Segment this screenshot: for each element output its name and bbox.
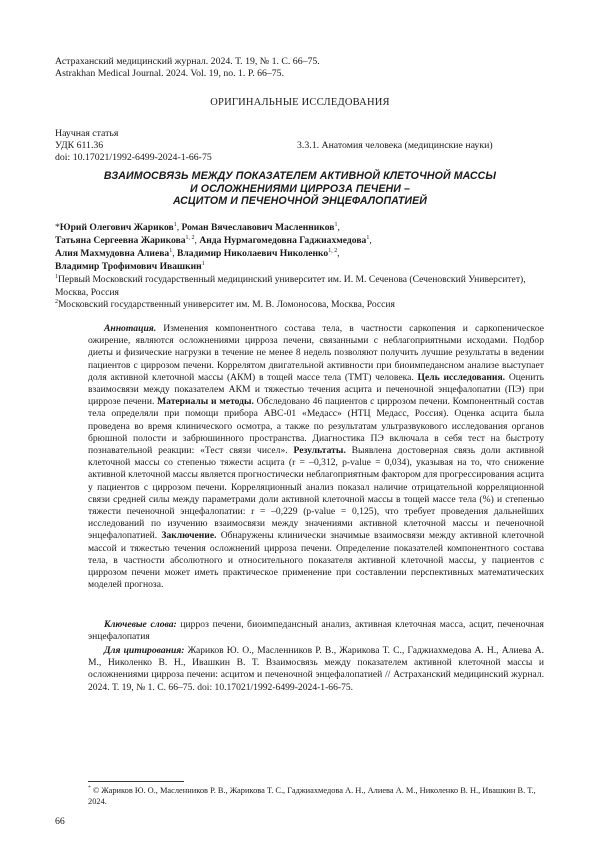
keywords: [88, 619, 544, 643]
keywords-label: Ключевые слова:: [104, 619, 177, 630]
footnote-divider: [88, 781, 184, 782]
affiliation-1: [55, 274, 555, 299]
affiliation-2: [55, 299, 555, 312]
results-label: Результаты.: [293, 445, 346, 457]
copyright-footnote: [88, 786, 544, 807]
udk-row: [55, 140, 555, 152]
author-name: Алия Махмудовна Алиева: [55, 248, 170, 259]
results-text: Выявлена достоверная связь доли активной клеточной массы со степенью тяжести асцита (r = –0,312, p-value = 0,034), указывая на то, что снижение активной клеточной массы является прогностически неблагоприятным фактором для прогрессирования асцита у пациентов с циррозом печени. Корреляционный анализ показал наличие отрицательной корреляционной связи средней силы между параметрами доли активной клеточной массы в тощей массе тела (%) и степенью тяжести печеночной энцефалопатии: r = –0,229 (p-value = 0,125), что требует проведения дальнейших исследований по изучению взаимосвязи между значениями активной клеточной массы и печеночной энцефалопатией.: [88, 445, 545, 542]
abstract-intro: Изменения компонентного состава тела, в частности саркопения и саркопеническое ожирение, являются осложнениями цирроза печени, связанными с неблагоприятными исходами. Подбор диеты и физические нагрузки в течение не менее 8 недель позволяют получить лучшие результаты в ведении пациентов с циррозом печени. Коррелятом двигательной активности при биоимпедансном анализе выступает доля активной клеточной массы (АКМ) в тощей массе тела (ТМТ) человека.: [88, 323, 544, 383]
specialty: 3.3.1. Анатомия человека (медицинские науки): [297, 140, 493, 151]
udk: УДК 611.36: [55, 140, 104, 151]
aim-text: Оценить взаимосвязи между показателем АКМ и тяжестью течения асцита и печеночной энцефалопатии (ПЭ) при циррозе печени.: [88, 371, 544, 408]
author-name: Юрий Олегович Жариков: [59, 222, 174, 233]
conclusion-label: Заключение.: [161, 530, 217, 542]
affiliation-text: Московский государственный университет им. М. В. Ломоносова, Москва, Россия: [58, 299, 395, 310]
author-affil-sup: 1: [169, 247, 173, 254]
corresponding-star: *: [55, 222, 60, 233]
page-number: 66: [55, 816, 65, 827]
author-separator: ,: [337, 222, 340, 233]
journal-header: [55, 56, 555, 80]
abstract-label: Аннотация.: [104, 323, 157, 334]
article-title: [60, 170, 540, 208]
author-name: Татьяна Сергеевна Жарикова: [55, 235, 186, 246]
footnote-text: © Жариков Ю. О., Масленников Р. В., Жарикова Т. С., Гаджиахмедова А. Н., Алиева А. М., Николенко В. Н., Ивашкин В. Т., 2024.: [88, 786, 536, 806]
author-affil-sup: 1: [201, 260, 205, 267]
author-name: Владимир Николаевич Николенко: [177, 248, 329, 259]
keywords-text: цирроз печени, биоимпедансный анализ, активная клеточная масса, асцит, печеночная энцефалопатия: [88, 619, 544, 643]
affiliation-sup: 1: [55, 273, 58, 280]
journal-ref-en: Astrakhan Medical Journal. 2024. Vol. 19, no. 1. P. 66–75.: [55, 68, 285, 79]
article-type: Научная статья: [55, 128, 119, 139]
doi[interactable]: doi: 10.17021/1992-6499-2024-1-66-75: [55, 152, 212, 163]
author-separator: ,: [194, 235, 200, 246]
author-separator: ,: [369, 235, 372, 246]
author-name: Владимир Трофимович Ивашкин: [55, 261, 202, 272]
methods-text: Обследовано 46 пациентов с циррозом печени. Компонентный состав тела определяли при помощи прибора АВС-01 «Медасс» (НТЦ Медасс, Россия). Оценка асцита была проведена во время клинического осмотра, а также по результатам ультразвукового исследования органов брюшной полости и забрюшинного пространства. Диагностика ПЭ включала в себя тест на быстроту познавательной реакции: «Тест связи чисел».: [88, 396, 544, 457]
author-name: Роман Вячеславович Масленников: [181, 222, 335, 233]
affiliation-text: Первый Московский государственный медицинский университет им. И. М. Сеченова (Сеченовский Университет), Москва, Россия: [55, 274, 526, 298]
author-separator: ,: [337, 248, 340, 259]
aim-label: Цель исследования.: [417, 371, 506, 383]
author-affil-sup: 1: [334, 221, 338, 228]
affiliation-sup: 2: [55, 298, 58, 305]
affiliations: [55, 274, 555, 312]
author-list: [55, 221, 555, 273]
author-affil-sup: 1: [173, 221, 177, 228]
citation-label: Для цитирования:: [104, 645, 185, 656]
title-line-1: ВЗАИМОСВЯЗЬ МЕЖДУ ПОКАЗАТЕЛЕМ АКТИВНОЙ КЛЕТОЧНОЙ МАССЫ: [103, 170, 497, 182]
author-affil-sup: 1, 2: [328, 247, 338, 254]
author-separator: ,: [172, 248, 177, 259]
journal-ref-ru: Астраханский медицинский журнал. 2024. Т. 19, № 1. С. 66–75.: [55, 56, 320, 67]
methods-label: Материалы и методы.: [157, 396, 254, 408]
title-line-2: И ОСЛОЖНЕНИЯМИ ЦИРРОЗА ПЕЧЕНИ –: [189, 182, 411, 195]
author-name: Анда Нурмагомедовна Гаджиахмедова: [199, 235, 367, 246]
abstract: [88, 323, 544, 591]
conclusion-text: Обнаружены клинически значимые взаимосвязи между активной клеточной массой и тяжестью течения осложнений цирроза печени. Определение показателей компонентного состава тела, в частности абсолютного и относительного показателя активной клеточной массы, у пациентов с циррозом печени может иметь практическое применение при составлении перспективных математических моделей прогноза.: [88, 530, 544, 591]
article-meta: [55, 128, 555, 164]
author-affil-sup: 1: [366, 234, 370, 241]
citation-text: Жариков Ю. О., Масленников Р. В., Жарикова Т. С., Гаджиахмедова А. Н., Алиева А. М., Николенко В. Н., Ивашкин В. Т. Взаимосвязь между показателем активной клеточной массы и осложнениями цирроза печени: асцитом и печеночной энцефалопатией // Астраханский медицинский журнал. 2024. Т. 19, № 1. С. 66–75. doi: 10.17021/1992-6499-2024-1-66-75.: [88, 645, 544, 693]
author-separator: ,: [176, 222, 182, 233]
citation: [88, 645, 544, 694]
title-line-3: АСЦИТОМ И ПЕЧЕНОЧНОЙ ЭНЦЕФАЛОПАТИЕЙ: [172, 195, 428, 208]
footnote-star: *: [88, 785, 91, 792]
section-title: ОРИГИНАЛЬНЫЕ ИССЛЕДОВАНИЯ: [210, 97, 390, 108]
author-affil-sup: 1, 2: [185, 234, 195, 241]
